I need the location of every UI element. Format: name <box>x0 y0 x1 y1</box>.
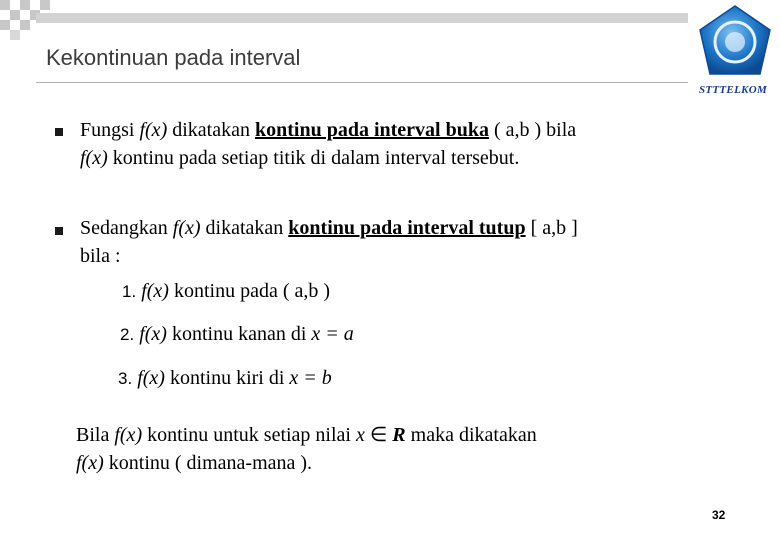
condition-2: 2. f(x) kontinu kanan di x = a <box>120 323 354 345</box>
bullet-2-text: Sedangkan f(x) dikatakan kontinu pada interval tutup [ a,b ] bila : <box>80 217 578 267</box>
logo-text: STTTELKOM <box>698 84 768 96</box>
closing-text: Bila f(x) kontinu untuk setiap nilai x ∈ R maka dikatakan f(x) kontinu ( dimana-mana ). <box>76 424 537 474</box>
condition-3: 3. f(x) kontinu kiri di x = b <box>118 367 332 389</box>
page-number: 32 <box>712 508 726 522</box>
slide-title: Kekontinuan pada interval <box>46 45 301 70</box>
header-bar <box>36 13 688 23</box>
square-bullet-icon <box>55 227 63 235</box>
bullet-1-text: Fungsi f(x) dikatakan kontinu pada interval buka ( a,b ) bila f(x) kontinu pada setiap titik di dalam interval tersebut. <box>80 119 577 169</box>
condition-1: 1. f(x) kontinu pada ( a,b ) <box>122 280 331 302</box>
square-bullet-icon <box>55 128 63 136</box>
title-divider <box>36 82 688 83</box>
